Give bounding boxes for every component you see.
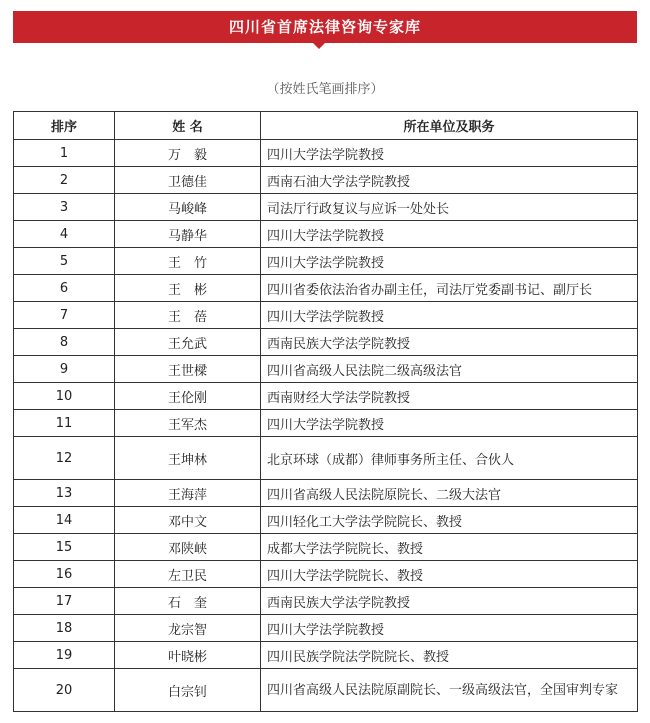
- cell-rank: 10: [14, 383, 115, 410]
- cell-rank: 8: [14, 329, 115, 356]
- table-row: [14, 275, 638, 302]
- cell-rank: 16: [14, 561, 115, 588]
- cell-unit: 四川大学法学院教授: [261, 221, 638, 248]
- expert-table: [13, 111, 638, 712]
- cell-name: 王 彬: [115, 275, 261, 302]
- cell-rank: 9: [14, 356, 115, 383]
- cell-rank: 1: [14, 140, 115, 167]
- cell-rank: 17: [14, 588, 115, 615]
- table-row: [14, 437, 638, 480]
- cell-unit: 四川省委依法治省办副主任，司法厅党委副书记、副厅长: [261, 275, 638, 302]
- cell-unit: 四川大学法学院院长、教授: [261, 561, 638, 588]
- cell-rank: 15: [14, 534, 115, 561]
- cell-unit: 西南财经大学法学院教授: [261, 383, 638, 410]
- cell-unit: 四川省高级人民法院原院长、二级大法官: [261, 480, 638, 507]
- table-row: [14, 329, 638, 356]
- cell-name: 王世樑: [115, 356, 261, 383]
- cell-name: 马静华: [115, 221, 261, 248]
- cell-name: 王 竹: [115, 248, 261, 275]
- cell-name: 王 蓓: [115, 302, 261, 329]
- cell-rank: 20: [14, 669, 115, 712]
- table-row: [14, 588, 638, 615]
- cell-name: 马峻峰: [115, 194, 261, 221]
- cell-name: 邓陕峡: [115, 534, 261, 561]
- banner-notch: [313, 43, 325, 49]
- cell-name: 万 毅: [115, 140, 261, 167]
- table-row: [14, 561, 638, 588]
- cell-name: 左卫民: [115, 561, 261, 588]
- table-row: [14, 383, 638, 410]
- cell-rank: 2: [14, 167, 115, 194]
- cell-unit: 北京环球（成都）律师事务所主任、合伙人: [261, 437, 638, 480]
- table-row: [14, 140, 638, 167]
- cell-name: 石 奎: [115, 588, 261, 615]
- cell-unit: 四川轻化工大学法学院院长、教授: [261, 507, 638, 534]
- cell-rank: 4: [14, 221, 115, 248]
- cell-name: 卫德佳: [115, 167, 261, 194]
- cell-unit: 西南民族大学法学院教授: [261, 588, 638, 615]
- cell-rank: 18: [14, 615, 115, 642]
- table-row: [14, 194, 638, 221]
- cell-unit: 四川大学法学院教授: [261, 302, 638, 329]
- cell-name: 王坤林: [115, 437, 261, 480]
- table-row: [14, 534, 638, 561]
- cell-unit: 西南石油大学法学院教授: [261, 167, 638, 194]
- cell-rank: 12: [14, 437, 115, 480]
- cell-unit: 四川大学法学院教授: [261, 615, 638, 642]
- cell-rank: 19: [14, 642, 115, 669]
- table-row: [14, 507, 638, 534]
- cell-rank: 5: [14, 248, 115, 275]
- table-row: [14, 669, 638, 712]
- cell-unit: 成都大学法学院院长、教授: [261, 534, 638, 561]
- subtitle: （按姓氏笔画排序）: [266, 82, 384, 97]
- table-row: [14, 221, 638, 248]
- table-row: [14, 356, 638, 383]
- table-row: [14, 642, 638, 669]
- table-row: [14, 248, 638, 275]
- table-header-row: [14, 112, 638, 140]
- table-row: [14, 410, 638, 437]
- cell-unit: 西南民族大学法学院教授: [261, 329, 638, 356]
- table-row: [14, 615, 638, 642]
- header-name: 姓 名: [115, 112, 261, 140]
- cell-rank: 11: [14, 410, 115, 437]
- cell-unit: 四川大学法学院教授: [261, 410, 638, 437]
- header-unit: 所在单位及职务: [261, 112, 638, 140]
- cell-name: 王军杰: [115, 410, 261, 437]
- cell-name: 王伦刚: [115, 383, 261, 410]
- cell-name: 叶晓彬: [115, 642, 261, 669]
- cell-rank: 14: [14, 507, 115, 534]
- table-row: [14, 302, 638, 329]
- cell-name: 王海萍: [115, 480, 261, 507]
- cell-name: 龙宗智: [115, 615, 261, 642]
- table-row: [14, 480, 638, 507]
- table-row: [14, 167, 638, 194]
- cell-unit: 四川民族学院法学院院长、教授: [261, 642, 638, 669]
- cell-name: 白宗钊: [115, 669, 261, 712]
- header-rank: 排序: [14, 112, 115, 140]
- cell-name: 邓中文: [115, 507, 261, 534]
- cell-unit: 司法厅行政复议与应诉一处处长: [261, 194, 638, 221]
- cell-rank: 13: [14, 480, 115, 507]
- cell-unit: 四川大学法学院教授: [261, 140, 638, 167]
- cell-rank: 6: [14, 275, 115, 302]
- cell-name: 王允武: [115, 329, 261, 356]
- cell-rank: 7: [14, 302, 115, 329]
- cell-unit: 四川省高级人民法院二级高级法官: [261, 356, 638, 383]
- banner-title: 四川省首席法律咨询专家库: [13, 11, 637, 43]
- cell-unit: 四川大学法学院教授: [261, 248, 638, 275]
- cell-unit: 四川省高级人民法院原副院长、一级高级法官，全国审判专家: [261, 669, 638, 712]
- cell-rank: 3: [14, 194, 115, 221]
